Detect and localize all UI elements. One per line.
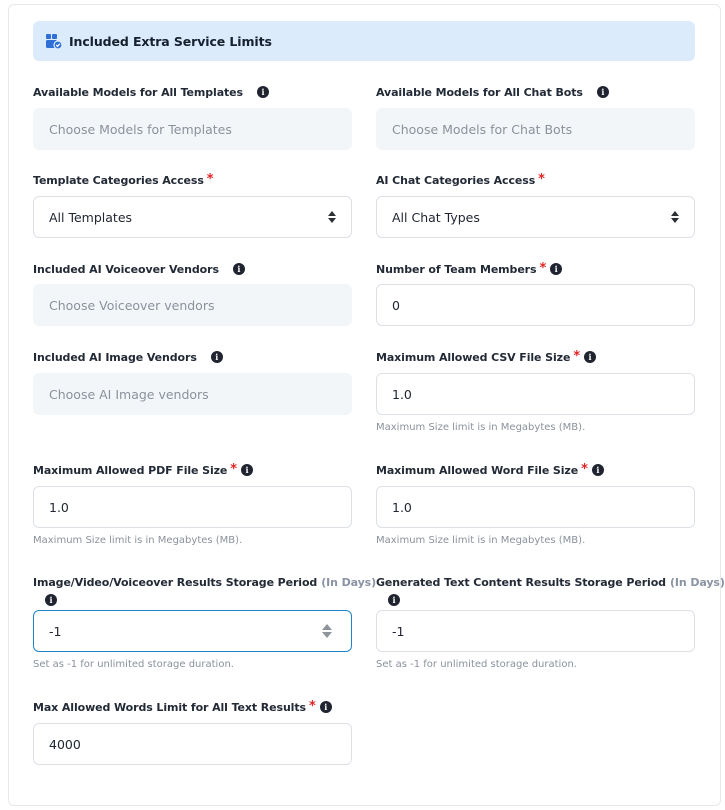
models-templates-select[interactable]: Choose Models for Templates [33, 108, 352, 150]
team-members-label: Number of Team Members [376, 262, 537, 276]
required-mark: * [581, 462, 588, 477]
word-size-label: Maximum Allowed Word File Size [376, 463, 579, 477]
required-mark: * [538, 172, 545, 187]
models-chatbots-select[interactable]: Choose Models for Chat Bots [376, 108, 695, 150]
in-days-tag: (In Days) [669, 575, 725, 589]
chat-categories-select[interactable] [376, 196, 695, 238]
image-vendors-select[interactable]: Choose AI Image vendors [33, 373, 352, 415]
chat-categories-value: All Chat Types [392, 209, 480, 225]
text-storage-help: Set as -1 for unlimited storage duration. [376, 659, 577, 670]
csv-size-label: Maximum Allowed CSV File Size [376, 350, 571, 364]
chat-categories-label: AI Chat Categories Access [376, 173, 536, 187]
voiceover-vendors-select[interactable]: Choose Voiceover vendors [33, 284, 352, 326]
required-mark: * [230, 462, 237, 477]
image-vendors-label: Included AI Image Vendors [33, 350, 197, 364]
voiceover-vendors-label: Included AI Voiceover Vendors [33, 262, 219, 276]
in-days-tag: (In Days) [321, 575, 377, 589]
media-storage-label: Image/Video/Voiceover Results Storage Period [33, 575, 318, 589]
pdf-size-field [33, 462, 352, 546]
voiceover-vendors-field [33, 261, 352, 313]
template-categories-select[interactable] [33, 196, 352, 238]
info-icon[interactable]: i [257, 86, 269, 98]
text-storage-label: Generated Text Content Results Storage Period [376, 575, 666, 589]
info-icon[interactable]: i [45, 594, 57, 606]
csv-size-input[interactable]: 1.0 [376, 373, 695, 415]
text-storage-field [376, 574, 725, 670]
image-vendors-field [33, 349, 352, 402]
media-storage-value: -1 [49, 623, 62, 639]
info-icon[interactable]: i [597, 86, 609, 98]
word-size-help: Maximum Size limit is in Megabytes (MB). [376, 535, 586, 546]
csv-size-field [376, 349, 695, 433]
word-size-field [376, 462, 695, 546]
info-icon[interactable]: i [211, 351, 223, 363]
info-icon[interactable]: i [320, 701, 332, 713]
info-icon[interactable]: i [233, 263, 245, 275]
required-mark: * [206, 172, 214, 187]
info-icon[interactable]: i [241, 464, 253, 476]
chat-categories-field [376, 172, 695, 225]
required-mark: * [308, 699, 316, 714]
info-icon[interactable]: i [550, 263, 562, 275]
models-templates-label: Available Models for All Templates [33, 85, 243, 99]
csv-size-help: Maximum Size limit is in Megabytes (MB). [376, 422, 586, 433]
boxes-icon [45, 32, 63, 50]
pdf-size-input[interactable]: 1.0 [33, 486, 352, 528]
required-mark: * [573, 349, 581, 364]
template-categories-field [33, 172, 352, 225]
words-limit-input[interactable]: 4000 [33, 723, 352, 765]
info-icon[interactable]: i [584, 351, 596, 363]
info-icon[interactable]: i [388, 594, 400, 606]
media-storage-input[interactable] [33, 610, 352, 652]
info-icon[interactable]: i [592, 464, 604, 476]
models-chatbots-label: Available Models for All Chat Bots [376, 85, 583, 99]
team-members-input[interactable]: 0 [376, 284, 695, 326]
words-limit-label: Max Allowed Words Limit for All Text Results [33, 700, 306, 714]
media-storage-help: Set as -1 for unlimited storage duration. [33, 659, 234, 670]
text-storage-input[interactable]: -1 [376, 610, 695, 652]
template-categories-label: Template Categories Access [33, 173, 204, 187]
pdf-size-help: Maximum Size limit is in Megabytes (MB). [33, 535, 243, 546]
team-members-field [376, 261, 695, 313]
models-templates-field [33, 84, 352, 137]
select-arrows-icon [328, 211, 336, 223]
pdf-size-label: Maximum Allowed PDF File Size [33, 463, 228, 477]
words-limit-field [33, 699, 352, 752]
select-arrows-icon [671, 211, 679, 223]
word-size-input[interactable]: 1.0 [376, 486, 695, 528]
number-spinner-icon[interactable] [322, 624, 332, 638]
models-chatbots-field [376, 84, 695, 137]
section-header [33, 21, 695, 61]
section-title: Included Extra Service Limits [69, 33, 272, 49]
media-storage-field [33, 574, 377, 670]
template-categories-value: All Templates [49, 209, 133, 225]
required-mark: * [539, 261, 547, 276]
